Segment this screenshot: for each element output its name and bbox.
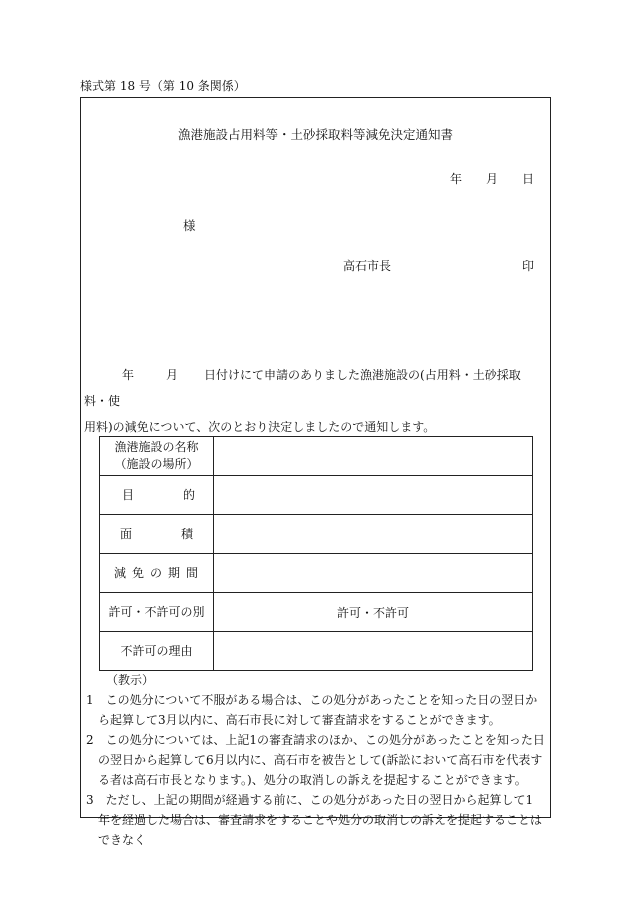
table-row bbox=[100, 632, 533, 671]
notice-body bbox=[84, 362, 544, 440]
body-line-1 bbox=[84, 362, 544, 414]
permit-status-value: 許可・不許可 bbox=[214, 593, 533, 632]
label-line: （施設の場所） bbox=[114, 457, 199, 471]
document-title: 漁港施設占用料等・土砂採取料等減免決定通知書 bbox=[177, 127, 453, 142]
purpose-value bbox=[214, 476, 533, 515]
label-char: 積 bbox=[180, 526, 193, 541]
exemption-period-label bbox=[100, 554, 214, 593]
facility-name-value bbox=[214, 437, 533, 476]
addressee-suffix: 様 bbox=[183, 218, 196, 233]
form-number-label: 様式第 18 号（第 10 条関係） bbox=[80, 79, 246, 93]
instruction-item: 3 ただし、上記の期間が経過する前に、この処分があった日の翌日から起算して1年を経過した場合は、審査請求をすることや処分の取消しの訴えを提起することはできなく bbox=[86, 793, 543, 847]
issuer-name: 高石市長 bbox=[343, 259, 392, 273]
body-year: 年 bbox=[122, 368, 135, 382]
table-row bbox=[100, 554, 533, 593]
label-char: 免 bbox=[131, 565, 144, 580]
table-row bbox=[100, 476, 533, 515]
body-month: 月 bbox=[166, 368, 179, 382]
facility-name-label bbox=[100, 437, 214, 476]
table-row bbox=[100, 437, 533, 476]
label-char: 期 bbox=[167, 565, 180, 580]
label-char: 減 bbox=[114, 565, 127, 580]
document-frame bbox=[80, 97, 551, 847]
body-line-2: 用料)の減免について、次のとおり決定しましたので通知します。 bbox=[84, 420, 436, 434]
label-line: 漁港施設の名称 bbox=[114, 440, 199, 454]
details-table bbox=[99, 436, 533, 671]
denial-reason-value bbox=[214, 632, 533, 671]
table-row bbox=[100, 515, 533, 554]
area-value bbox=[214, 515, 533, 554]
date-day: 日 bbox=[521, 172, 534, 186]
exemption-period-value bbox=[214, 554, 533, 593]
instruction-item: 2 この処分については、上記1の審査請求のほか、この処分があったことを知った日の翌日から起算して6月以内に、高石市を被告として(訴訟において高石市を代表する者は高石市長となります。)、処分の取消しの訴えを提起することができます。 bbox=[86, 733, 545, 787]
instruction-item: 1 この処分について不服がある場合は、この処分があったことを知った日の翌日から起算して3月以内に、高石市長に対して審査請求をすることができます。 bbox=[86, 693, 538, 727]
label-char: 面 bbox=[120, 526, 133, 541]
body-rest-line1: 日付けにて申請のありました漁港施設の(占用料・土砂採取料・使 bbox=[84, 368, 521, 408]
date-year: 年 bbox=[449, 172, 462, 186]
label-char: の bbox=[149, 565, 162, 580]
instructions-heading: （教示） bbox=[106, 673, 155, 687]
purpose-label bbox=[100, 476, 214, 515]
seal-mark: 印 bbox=[521, 259, 534, 273]
table-row bbox=[100, 593, 533, 632]
area-label bbox=[100, 515, 214, 554]
date-month: 月 bbox=[485, 172, 498, 186]
label-char: 間 bbox=[185, 565, 198, 580]
label-char: 的 bbox=[182, 487, 195, 502]
issue-date bbox=[450, 170, 534, 187]
label-char: 目 bbox=[122, 487, 135, 502]
instructions-section bbox=[84, 670, 545, 850]
denial-reason-label: 不許可の理由 bbox=[100, 632, 214, 671]
permit-status-label: 許可・不許可の別 bbox=[100, 593, 214, 632]
